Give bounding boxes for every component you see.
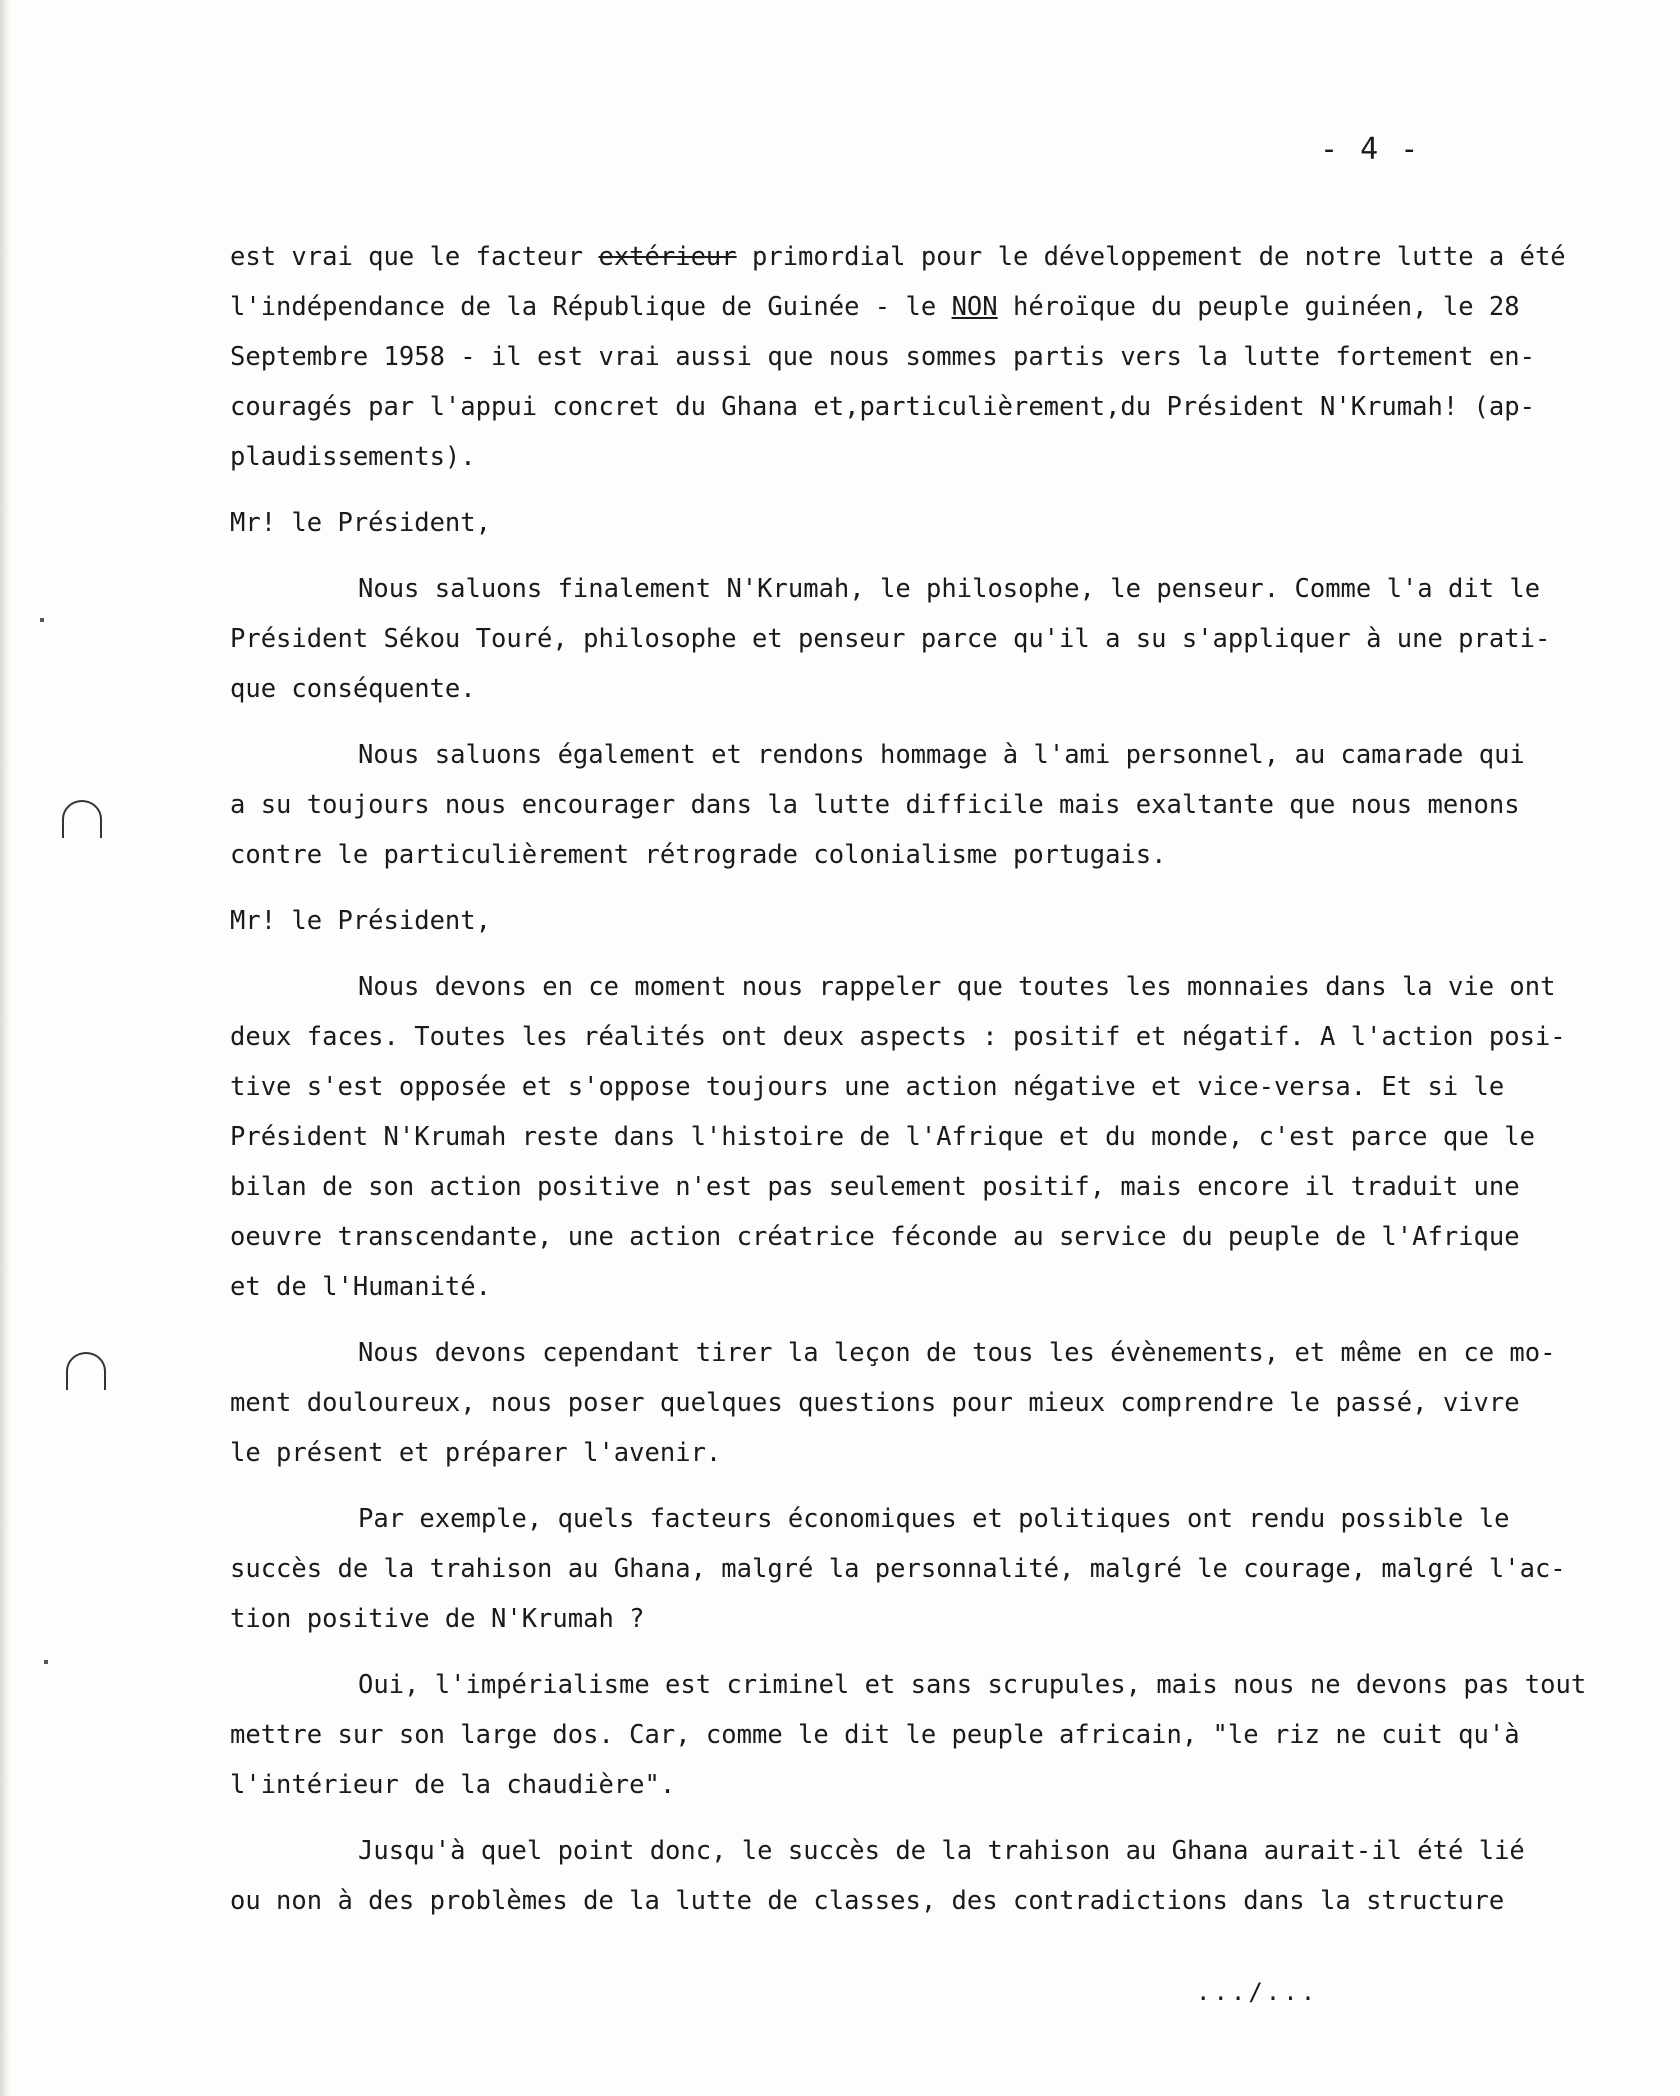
text-run: l'indépendance de la République de Guinée - le xyxy=(230,292,952,322)
text-line xyxy=(230,1428,1610,1478)
text-run: Nous saluons finalement N'Krumah, le philosophe, le penseur. Comme l'a dit le xyxy=(358,574,1541,604)
paragraph-gap xyxy=(230,1312,1610,1328)
text-line xyxy=(230,1112,1610,1162)
paragraph-gap xyxy=(230,548,1610,564)
text-run: Mr! le Président, xyxy=(230,508,491,538)
text-line xyxy=(230,1760,1610,1810)
text-line xyxy=(230,1494,1610,1544)
text-run: Mr! le Président, xyxy=(230,906,491,936)
document-body xyxy=(230,232,1610,1926)
paragraph-gap xyxy=(230,1644,1610,1660)
text-line xyxy=(230,498,1610,548)
text-run: héroïque du peuple guinéen, le 28 xyxy=(997,292,1520,322)
paragraph-gap xyxy=(230,1478,1610,1494)
text-run: deux faces. Toutes les réalités ont deux aspects : positif et négatif. A l'action posi- xyxy=(230,1022,1566,1052)
paragraph-gap xyxy=(230,482,1610,498)
text-run-strike: extérieur xyxy=(598,242,737,272)
text-line xyxy=(230,1544,1610,1594)
scan-dot xyxy=(44,1660,48,1664)
text-line xyxy=(230,1710,1610,1760)
text-run: ou non à des problèmes de la lutte de classes, des contradictions dans la structure xyxy=(230,1886,1505,1916)
text-run: bilan de son action positive n'est pas seulement positif, mais encore il traduit une xyxy=(230,1172,1520,1202)
text-line xyxy=(230,232,1610,282)
text-line xyxy=(230,1876,1610,1926)
text-run: contre le particulièrement rétrograde colonialisme portugais. xyxy=(230,840,1167,870)
text-run-underline: NON xyxy=(951,292,998,322)
text-line xyxy=(230,332,1610,382)
text-run: l'intérieur de la chaudière". xyxy=(230,1770,676,1800)
paragraph-gap xyxy=(230,880,1610,896)
text-line xyxy=(230,1062,1610,1112)
text-run: mettre sur son large dos. Car, comme le dit le peuple africain, "le riz ne cuit qu'à xyxy=(230,1720,1520,1750)
text-run: le présent et préparer l'avenir. xyxy=(230,1438,722,1468)
text-line xyxy=(230,1012,1610,1062)
text-run: ment douloureux, nous poser quelques questions pour mieux comprendre le passé, vivre xyxy=(230,1388,1520,1418)
text-line xyxy=(230,1660,1610,1710)
text-run: Oui, l'impérialisme est criminel et sans scrupules, mais nous ne devons pas tout xyxy=(358,1670,1587,1700)
text-run: Président Sékou Touré, philosophe et penseur parce qu'il a su s'appliquer à une prati- xyxy=(230,624,1551,654)
scan-dot xyxy=(40,618,44,622)
text-run: succès de la trahison au Ghana, malgré la personnalité, malgré le courage, malgré l'ac- xyxy=(230,1554,1566,1584)
continuation-mark: .../... xyxy=(1196,1978,1319,2006)
text-run: Président N'Krumah reste dans l'histoire de l'Afrique et du monde, c'est parce que le xyxy=(230,1122,1535,1152)
text-run: Nous saluons également et rendons hommage à l'ami personnel, au camarade qui xyxy=(358,740,1525,770)
text-run: Jusqu'à quel point donc, le succès de la trahison au Ghana aurait-il été lié xyxy=(358,1836,1525,1866)
text-line xyxy=(230,1378,1610,1428)
text-line xyxy=(230,896,1610,946)
text-run: Nous devons cependant tirer la leçon de tous les évènements, et même en ce mo- xyxy=(358,1338,1556,1368)
text-run: a su toujours nous encourager dans la lutte difficile mais exaltante que nous menons xyxy=(230,790,1520,820)
text-line xyxy=(230,1594,1610,1644)
text-line xyxy=(230,1162,1610,1212)
text-line xyxy=(230,830,1610,880)
text-line xyxy=(230,962,1610,1012)
text-line xyxy=(230,730,1610,780)
text-run: est vrai que le facteur xyxy=(230,242,599,272)
text-line xyxy=(230,432,1610,482)
paragraph-gap xyxy=(230,946,1610,962)
page-number: - 4 - xyxy=(1320,132,1421,167)
paragraph-gap xyxy=(230,714,1610,730)
text-line xyxy=(230,1328,1610,1378)
text-line xyxy=(230,780,1610,830)
text-line xyxy=(230,282,1610,332)
text-line xyxy=(230,1262,1610,1312)
paragraph-gap xyxy=(230,1810,1610,1826)
text-line xyxy=(230,1212,1610,1262)
text-line xyxy=(230,1826,1610,1876)
text-run: plaudissements). xyxy=(230,442,476,472)
text-run: Nous devons en ce moment nous rappeler que toutes les monnaies dans la vie ont xyxy=(358,972,1556,1002)
text-run: couragés par l'appui concret du Ghana et,particulièrement,du Président N'Krumah! (ap- xyxy=(230,392,1535,422)
punch-hole-mark xyxy=(66,1352,106,1390)
text-run: primordial pour le développement de notre lutte a été xyxy=(736,242,1566,272)
text-run: oeuvre transcendante, une action créatrice féconde au service du peuple de l'Afrique xyxy=(230,1222,1520,1252)
text-line xyxy=(230,382,1610,432)
text-run: et de l'Humanité. xyxy=(230,1272,491,1302)
text-run: Septembre 1958 - il est vrai aussi que nous sommes partis vers la lutte fortement en- xyxy=(230,342,1535,372)
text-line xyxy=(230,564,1610,614)
text-line xyxy=(230,664,1610,714)
text-run: tive s'est opposée et s'oppose toujours une action négative et vice-versa. Et si le xyxy=(230,1072,1505,1102)
text-run: tion positive de N'Krumah ? xyxy=(230,1604,645,1634)
scan-edge xyxy=(0,0,10,2096)
text-run: que conséquente. xyxy=(230,674,476,704)
text-line xyxy=(230,614,1610,664)
text-run: Par exemple, quels facteurs économiques et politiques ont rendu possible le xyxy=(358,1504,1510,1534)
punch-hole-mark xyxy=(62,800,102,838)
